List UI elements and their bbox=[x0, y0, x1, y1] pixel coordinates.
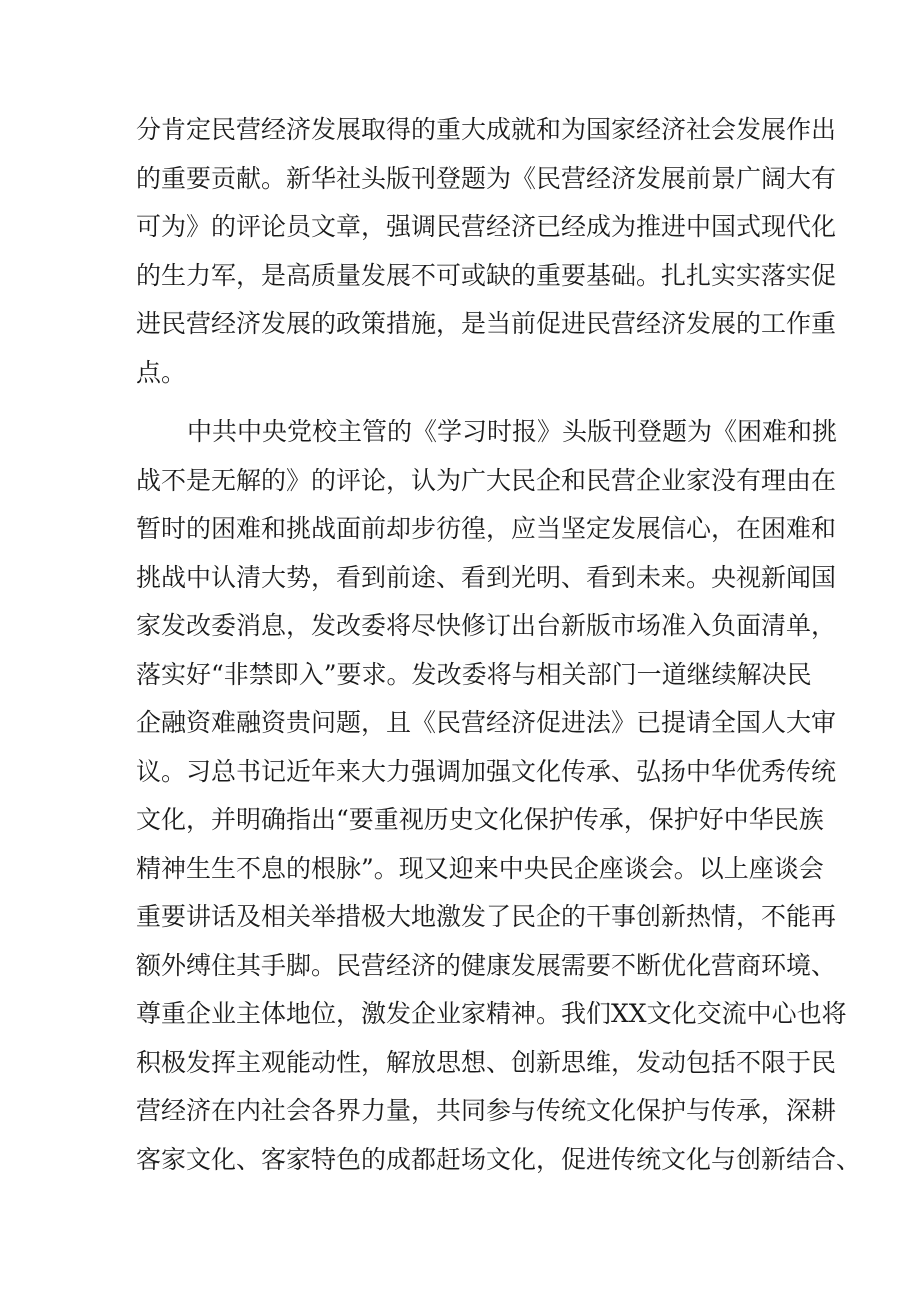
text-line: 额外缚住其手脚。民营经济的健康发展需要不断优化营商环境、 bbox=[136, 950, 837, 980]
text-line: 挑战中认清大势，看到前途、看到光明、看到未来。央视新闻国 bbox=[136, 562, 837, 592]
text-line: 的生力军，是高质量发展不可或缺的重要基础。扎扎实实落实促 bbox=[136, 260, 837, 290]
text-line: 企融资难融资贵问题，且《民营经济促进法》已提请全国人大审 bbox=[136, 708, 837, 737]
text-line: 尊重企业主体地位，激发企业家精神。我们XX文化交流中心也将 bbox=[136, 999, 847, 1028]
text-line: 营经济在内社会各界力量，共同参与传统文化保护与传承，深耕 bbox=[136, 1096, 837, 1125]
text-line: 家发改委消息，发改委将尽快修订出台新版市场准入负面清单， bbox=[136, 611, 837, 640]
text-line: 分肯定民营经济发展取得的重大成就和为国家经济社会发展作出 bbox=[136, 115, 837, 144]
document-body bbox=[0, 106, 920, 1184]
text-line: 文化，并明确指出“要重视历史文化保护传承，保护好中华民族 bbox=[136, 805, 824, 834]
text-line: 客家文化、客家特色的成都赶场文化，促进传统文化与创新结合、 bbox=[136, 1144, 862, 1174]
text-line: 可为》的评论员文章，强调民营经济已经成为推进中国式现代化 bbox=[136, 212, 837, 241]
text-line: 议。习总书记近年来大力强调加强文化传承、弘扬中华优秀传统 bbox=[136, 756, 837, 786]
text-line: 的重要贡献。新华社头版刊登题为《民营经济发展前景广阔大有 bbox=[136, 163, 837, 193]
text-line: 落实好“非禁即入”要求。发改委将与相关部门一道继续解决民 bbox=[136, 659, 812, 689]
text-line: 积极发挥主观能动性，解放思想、创新思维，发动包括不限于民 bbox=[136, 1047, 837, 1077]
text-line: 重要讲话及相关举措极大地激发了民企的干事创新热情，不能再 bbox=[136, 902, 837, 931]
text-line: 中共中央党校主管的《学习时报》头版刊登题为《困难和挑 bbox=[187, 417, 838, 446]
text-line: 暂时的困难和挑战面前却步彷徨，应当坚定发展信心，在困难和 bbox=[136, 514, 837, 543]
text-line: 战不是无解的》的评论，认为广大民企和民营企业家没有理由在 bbox=[136, 465, 837, 495]
paragraph-gap bbox=[0, 397, 920, 408]
text-line: 精神生生不息的根脉”。现又迎来中央民企座谈会。以上座谈会 bbox=[136, 853, 824, 883]
text-line: 进民营经济发展的政策措施，是当前促进民营经济发展的工作重 bbox=[136, 309, 837, 338]
text-line: 点。 bbox=[136, 357, 187, 387]
